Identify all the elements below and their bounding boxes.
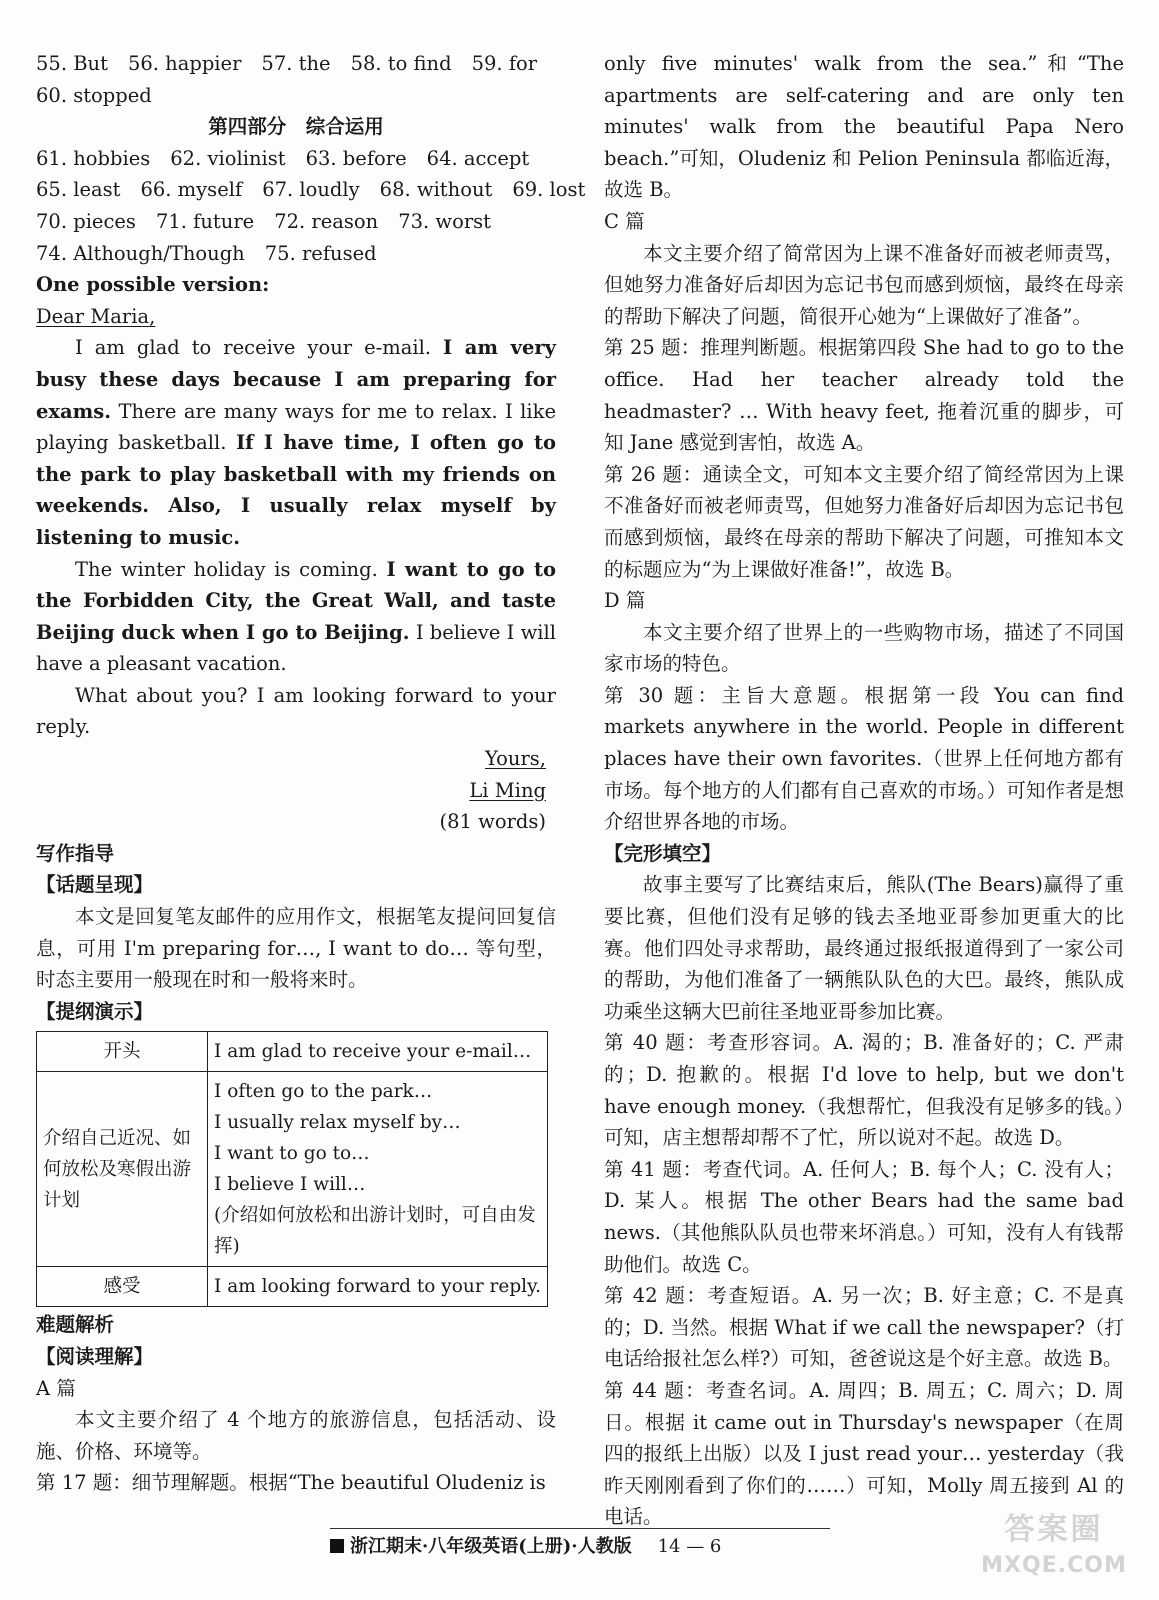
right-column	[604, 48, 1124, 1533]
section-title: 第四部分 综合运用	[208, 115, 384, 139]
version-title: One possible version:	[36, 273, 270, 297]
passage-a-title: A 篇	[36, 1376, 76, 1400]
answer-item: 73. worst	[398, 209, 492, 233]
word-count: (81 words)	[439, 810, 546, 834]
outline-value-line: I believe I will…	[214, 1174, 366, 1196]
outline-value	[208, 1267, 548, 1307]
outline-value-line: (介绍如何放松和出游计划时，可自由发挥)	[214, 1205, 536, 1258]
outline-value-line: I am looking forward to your reply.	[214, 1276, 541, 1298]
passage-c-text: 本文主要介绍了简常因为上课不准备好而被老师责骂，但她努力准备好后却因为忘记书包而感到烦恼，最终在母亲的帮助下解决了问题，简很开心她为“上课做好了准备”。	[604, 241, 1124, 328]
outline-key: 感受	[37, 1267, 208, 1307]
outline-value-line: I usually relax myself by…	[214, 1112, 461, 1134]
letter-paragraph-2	[36, 554, 556, 680]
passage-c-title: C 篇	[604, 209, 645, 233]
answer-item: 65. least	[36, 178, 121, 202]
letter-sentence: I believe I will have a pleasant vacation.	[36, 620, 556, 676]
passage-d-title: D 篇	[604, 589, 646, 613]
answer-item: 66. myself	[140, 178, 243, 202]
outline-value	[208, 1072, 548, 1267]
watermark-text: 答案圈	[1004, 1512, 1104, 1547]
watermark-url: MXQE.COM	[981, 1553, 1127, 1578]
answer-item: 64. accept	[426, 146, 530, 170]
answer-row	[36, 206, 556, 238]
question-25: 第 25 题：推理判断题。根据第四段 She had to go to the office. Had her teacher already told the headmaster? … With heavy feet, 拖着沉重的脚步，可知 Jane 感觉到害怕，故选 A。	[604, 336, 1124, 455]
outline-row	[37, 1072, 548, 1267]
answer-row	[36, 48, 556, 80]
watermark-logo	[969, 1508, 1139, 1586]
answer-item: 58. to find	[350, 52, 452, 75]
topic-heading: 【话题呈现】	[36, 873, 154, 897]
answer-item: 59. for	[471, 52, 538, 75]
letter-salutation: Dear Maria,	[36, 304, 156, 328]
outline-value	[208, 1032, 548, 1072]
question-41: 第 41 题：考查代词。A. 任何人；B. 每个人；C. 没有人；D. 某人。根据 The other Bears had the same bad news.（其他熊队队员也带来坏消息。）可知，没有人有钱帮助他们。故选 C。	[604, 1157, 1124, 1276]
outline-row	[37, 1267, 548, 1307]
passage-d-text: 本文主要介绍了世界上的一些购物市场，描述了不同国家市场的特色。	[604, 620, 1124, 676]
left-column	[36, 48, 586, 1499]
footer-square-icon	[330, 1539, 344, 1553]
question-42: 第 42 题：考查短语。A. 另一次；B. 好主意；C. 不是真的；D. 当然。根据 What if we call the newspaper?（打电话给报社怎么样?）可知，爸爸说这是个好主意。故选 B。	[604, 1284, 1124, 1371]
answer-row	[36, 238, 556, 270]
answer-item: 62. violinist	[170, 146, 286, 170]
outline-table	[36, 1031, 548, 1307]
letter-closing: Yours,	[484, 747, 546, 771]
outline-row	[37, 1032, 548, 1072]
answer-item: 56. happier	[127, 52, 242, 75]
answer-item: 55. But	[36, 52, 108, 75]
question-17-start: 第 17 题：细节理解题。根据“The beautiful Oludeniz is	[36, 1471, 546, 1495]
answer-item: 71. future	[155, 209, 255, 233]
question-17-continued: only five minutes' walk from the sea.”和“The apartments are self-catering and are only ten minutes' walk from the beautiful Papa Nero beach.”可知，Oludeniz 和 Pelion Peninsula 都临近海，故选 B。	[604, 52, 1124, 202]
answer-item: 70. pieces	[36, 209, 136, 233]
writing-guide-title: 写作指导	[36, 841, 115, 865]
cloze-text: 故事主要写了比赛结束后，熊队(The Bears)赢得了重要比赛，但他们没有足够的钱去圣地亚哥参加更重大的比赛。他们四处寻求帮助，最终通过报纸报道得到了一家公司的帮助，为他们准备了一辆熊队队色的大巴。最终，熊队成功乘坐这辆大巴前往圣地亚哥参加比赛。	[604, 873, 1124, 1023]
letter-sentence-bold: I am very busy these days because I am preparing for exams.	[36, 336, 556, 423]
answer-item: 74. Although/Though	[36, 241, 245, 265]
answer-item: 60. stopped	[36, 83, 152, 107]
page-footer	[330, 1528, 830, 1565]
answer-item: 69. lost	[512, 178, 586, 202]
answer-item: 68. without	[379, 178, 493, 202]
answer-item: 67. loudly	[262, 178, 360, 202]
question-26: 第 26 题：通读全文，可知本文主要介绍了简经常因为上课不准备好而被老师责骂，但她努力准备好后却因为忘记书包而感到烦恼，最终在母亲的帮助下解决了问题，可推知本文的标题应为“为上课做好准备!”，故选 B。	[604, 462, 1124, 581]
question-40: 第 40 题：考查形容词。A. 渴的；B. 准备好的；C. 严肃的；D. 抱歉的。根据 I'd love to help, but we don't have enough money.（我想帮忙，但我没有足够多的钱。）可知，店主想帮却帮不了忙，所以说对不起。故选 D。	[604, 1031, 1124, 1150]
passage-a-text: 本文主要介绍了 4 个地方的旅游信息，包括活动、设施、价格、环境等。	[36, 1408, 556, 1463]
letter-sentence: I am glad to receive your e-mail.	[75, 336, 444, 360]
letter-paragraph-1	[36, 332, 556, 553]
letter-sentence-bold: If I have time, I often go to the park to play basketball with my friends on weekends. Also, I usually relax myself by listening to music.	[36, 431, 557, 549]
answer-row	[36, 80, 556, 112]
question-44: 第 44 题：考查名词。A. 周四；B. 周五；C. 周六；D. 周日。根据 it came out in Thursday's newspaper（在周四的报纸上出版）以及 I just read your… yesterday（我昨天刚刚看到了你们的……）可知，Molly 周五接到 Al 的电话。	[604, 1378, 1124, 1529]
topic-text: 本文是回复笔友邮件的应用作文，根据笔友提问回复信息，可用 I'm preparing for…, I want to do… 等句型，时态主要用一般现在时和一般将来时。	[36, 905, 556, 992]
outline-heading: 【提纲演示】	[36, 999, 154, 1023]
answer-row	[36, 174, 586, 206]
answer-item: 75. refused	[264, 241, 377, 265]
letter-signature: Li Ming	[469, 778, 546, 802]
answer-item: 72. reason	[274, 209, 379, 233]
letter-sentence: There are many ways for me to relax. I like playing basketball.	[36, 399, 556, 455]
page-number: 14 — 6	[657, 1536, 722, 1557]
outline-value-line: I want to go to…	[214, 1143, 370, 1165]
footer-book-title: 浙江期末·八年级英语(上册)·人教版	[350, 1536, 632, 1557]
letter-sentence-bold: I want to go to the Forbidden City, the Great Wall, and taste Beijing duck when I go to Beijing.	[36, 557, 556, 644]
reading-heading: 【阅读理解】	[36, 1345, 154, 1368]
cloze-heading: 【完形填空】	[604, 841, 722, 865]
outline-value-line: I often go to the park…	[214, 1081, 433, 1103]
question-30: 第 30 题：主旨大意题。根据第一段 You can find markets anywhere in the world. People in different places have their own favorites.（世界上任何地方都有市场。每个地方的人们都有自己喜欢的市场。）可知作者是想介绍世界各地的市场。	[604, 683, 1124, 834]
letter-sentence: The winter holiday is coming.	[75, 557, 387, 581]
answer-item: 63. before	[305, 146, 407, 170]
analysis-title: 难题解析	[36, 1313, 115, 1337]
outline-key: 介绍自己近况、如何放松及寒假出游计划	[37, 1072, 208, 1267]
answer-item: 61. hobbies	[36, 146, 151, 170]
outline-key: 开头	[37, 1032, 208, 1072]
outline-value-line: I am glad to receive your e-mail…	[214, 1041, 532, 1063]
letter-paragraph-3: What about you? I am looking forward to your reply.	[36, 683, 556, 739]
answer-item: 57. the	[261, 52, 331, 75]
answer-row	[36, 143, 556, 175]
